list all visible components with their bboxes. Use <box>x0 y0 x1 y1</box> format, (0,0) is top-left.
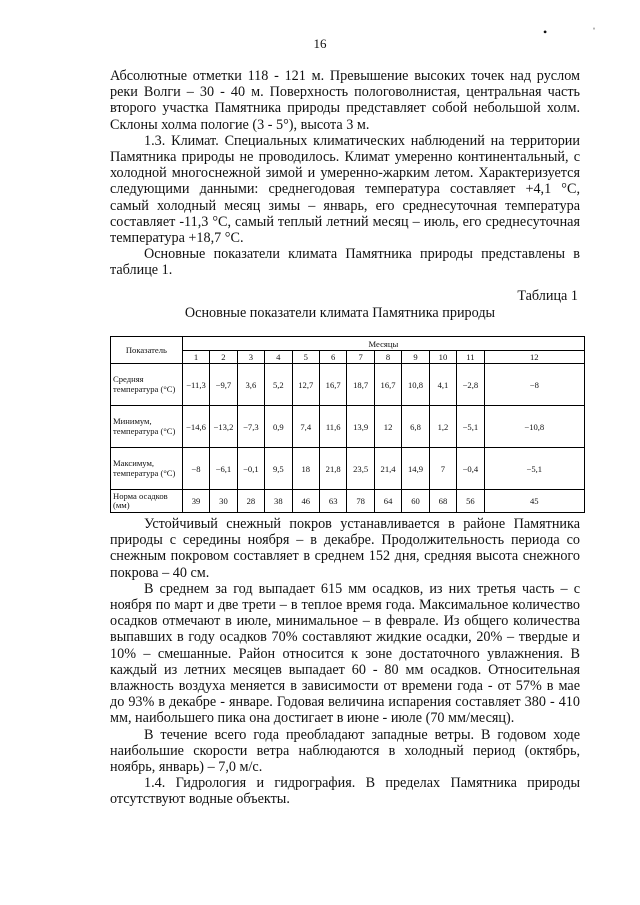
table-cell: −8 <box>484 364 584 406</box>
page-number: 16 <box>313 36 327 51</box>
table-cell: −13,2 <box>210 406 237 448</box>
table-cell: 64 <box>374 490 401 513</box>
scan-speck: ˈ <box>592 25 596 39</box>
table-cell: −2,8 <box>457 364 484 406</box>
table-cell: 30 <box>210 490 237 513</box>
table-cell: −8 <box>182 448 209 490</box>
table-row <box>111 406 585 448</box>
month-header-4: 4 <box>265 351 292 364</box>
table-cell: 68 <box>429 490 456 513</box>
table-cell: −5,1 <box>457 406 484 448</box>
table-cell: 1,2 <box>429 406 456 448</box>
table-cell: 4,1 <box>429 364 456 406</box>
table-cell: 5,2 <box>265 364 292 406</box>
top-paragraph: Абсолютные отметки 118 - 121 м. Превышение высоких точек над руслом реки Волги – 30 - 40 м. Поверхность пологоволнистая, центральная часть второго участка Памятника природы представляет собой небольшой холм. Склоны холма пологие (3 - 5°), высота 3 м. <box>110 68 580 133</box>
snow-paragraph: Устойчивый снежный покров устанавливается в районе Памятника природы с середины ноября – в декабре. Продолжительность периода со снежным покровом составляет в среднем 152 дня, средняя высота снежного покрова – 40 см. <box>110 516 580 581</box>
table-cell: 63 <box>319 490 346 513</box>
month-header-9: 9 <box>402 351 429 364</box>
indicator-header: Показатель <box>111 337 183 364</box>
table-cell: 11,6 <box>319 406 346 448</box>
month-header-3: 3 <box>237 351 264 364</box>
precip-paragraph: В среднем за год выпадает 615 мм осадков, из них третья часть – с ноября по март и две трети – в теплое время года. Максимальное количество осадков отмечают в июле, минимальное – в феврале. Из общего количества выпавших в году осадков 70% составляют жидкие осадки, 20% – твердые и 10% – смешанные. Район относится к зоне достаточного увлажнения. В каждый из летних месяцев выпадает 60 - 80 мм осадков. Относительная влажность воздуха меняется в зависимости от времени года - от 57% в мае до 93% в декабре - январе. Годовая величина испарения составляет 380 - 410 мм, наибольшего пика она достигает в июне - июле (70 мм/месяц). <box>110 580 580 727</box>
upper-text <box>110 68 580 279</box>
table-cell: −11,3 <box>182 364 209 406</box>
table-cell: 56 <box>457 490 484 513</box>
row-label: Средняя температура (°С) <box>111 364 183 406</box>
table-cell: 14,9 <box>402 448 429 490</box>
table-cell: 21,4 <box>374 448 401 490</box>
month-header-5: 5 <box>292 351 319 364</box>
table-cell: 21,8 <box>319 448 346 490</box>
table-cell: −9,7 <box>210 364 237 406</box>
wind-paragraph: В течение всего года преобладают западные ветры. В годовом ходе наибольшие скорости ветра наблюдаются в холодный период (октябрь, ноябрь, январь) – 7,0 м/с. <box>110 726 580 776</box>
table-cell: 3,6 <box>237 364 264 406</box>
table-cell: 7 <box>429 448 456 490</box>
table-row <box>111 448 585 490</box>
table-cell: 60 <box>402 490 429 513</box>
table-cell: 0,9 <box>265 406 292 448</box>
table-cell: 78 <box>347 490 374 513</box>
table-cell: 38 <box>265 490 292 513</box>
month-header-12: 12 <box>484 351 584 364</box>
month-header-11: 11 <box>457 351 484 364</box>
table-cell: −7,3 <box>237 406 264 448</box>
month-header-7: 7 <box>347 351 374 364</box>
hydro-paragraph: 1.4. Гидрология и гидрография. В пределах Памятника природы отсутствуют водные объекты. <box>110 775 580 808</box>
row-label: Максимум, температура (°С) <box>111 448 183 490</box>
table-row <box>111 364 585 406</box>
row-label: Норма осадков (мм) <box>111 490 183 513</box>
table-cell: −10,8 <box>484 406 584 448</box>
month-header-6: 6 <box>319 351 346 364</box>
table-cell: 12,7 <box>292 364 319 406</box>
table-cell: −0,1 <box>237 448 264 490</box>
table-cell: 28 <box>237 490 264 513</box>
lower-text <box>110 516 580 808</box>
table-cell: 46 <box>292 490 319 513</box>
table-title: Основные показатели климата Памятника природы <box>184 305 496 321</box>
table-cell: 18 <box>292 448 319 490</box>
table-cell: 23,5 <box>347 448 374 490</box>
table-cell: 9,5 <box>265 448 292 490</box>
table-cell: 10,8 <box>402 364 429 406</box>
row-label: Минимум, температура (°С) <box>111 406 183 448</box>
month-header-10: 10 <box>429 351 456 364</box>
table-cell: 7,4 <box>292 406 319 448</box>
table-label: Таблица 1 <box>517 288 578 304</box>
table-cell: 12 <box>374 406 401 448</box>
month-header-2: 2 <box>210 351 237 364</box>
table-cell: −0,4 <box>457 448 484 490</box>
table-cell: −5,1 <box>484 448 584 490</box>
month-header-1: 1 <box>182 351 209 364</box>
table-cell: 6,8 <box>402 406 429 448</box>
table-cell: −6,1 <box>210 448 237 490</box>
intro-table-paragraph: Основные показатели климата Памятника природы представлены в таблице 1. <box>110 246 580 279</box>
table-row <box>111 490 585 513</box>
climate-paragraph: 1.3. Климат. Специальных климатических наблюдений на территории Памятника природы не проводилось. Климат умеренно континентальный, с холодной многоснежной зимой и умеренно-жарким летом. Характеризуется следующими данными: среднегодовая температура составляет +4,1 °С, самый холодный месяц зимы – январь, его среднесуточная температура составляет -11,3 °С, самый теплый летний месяц – июль, его среднесуточная температура +18,7 °С. <box>110 132 580 247</box>
climate-table <box>110 336 585 513</box>
table-cell: −14,6 <box>182 406 209 448</box>
table-cell: 18,7 <box>347 364 374 406</box>
month-header-8: 8 <box>374 351 401 364</box>
table-cell: 13,9 <box>347 406 374 448</box>
table-cell: 45 <box>484 490 584 513</box>
months-header: Месяцы <box>182 337 584 351</box>
table-cell: 16,7 <box>319 364 346 406</box>
scan-speck: • <box>543 25 548 39</box>
table-cell: 39 <box>182 490 209 513</box>
table-cell: 16,7 <box>374 364 401 406</box>
